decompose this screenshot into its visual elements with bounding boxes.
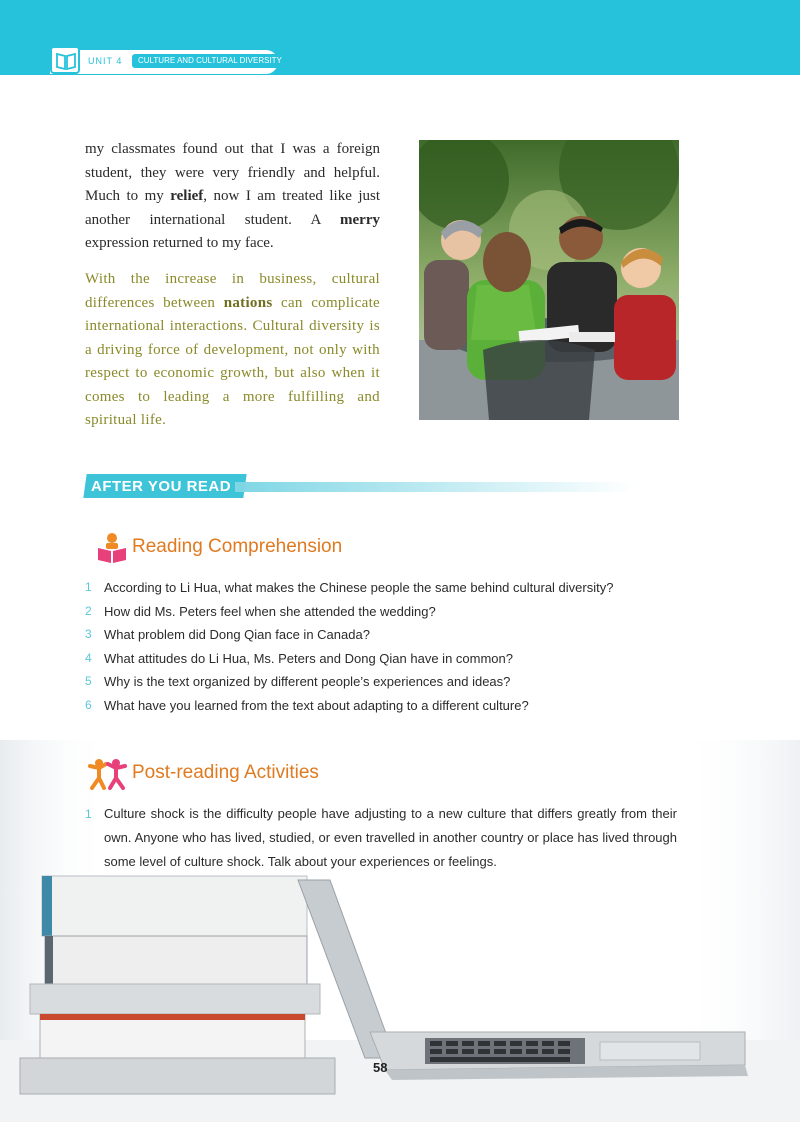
question-number: 1	[85, 580, 92, 594]
page-number: 58	[373, 1060, 388, 1075]
reading-paragraph-1: my classmates found out that I was a foreign student, they were very friendly and helpful. Much to my relief, now I am treated like just another international student. A merry expression returned to my face.	[85, 141, 380, 251]
reading-comprehension-title: Reading Comprehension	[132, 536, 343, 557]
question-number: 2	[85, 603, 92, 618]
question-item	[85, 600, 685, 624]
question-item	[85, 647, 685, 671]
books-laptop-illustration	[0, 740, 800, 1122]
question-text: What have you learned from the text about adapting to a different culture?	[104, 697, 529, 713]
unit-title: CULTURE AND CULTURAL DIVERSITY	[132, 54, 288, 68]
unit-label: UNIT 4	[88, 56, 123, 66]
book-icon	[50, 46, 80, 74]
question-text: According to Li Hua, what makes the Chinese people the same behind cultural diversity?	[104, 580, 614, 595]
people-icon	[88, 758, 120, 790]
question-number: 5	[85, 674, 92, 688]
reading-paragraph-2: With the increase in business, cultural differences between nations can complicate international interactions. Cultural diversity is a driving force of development, not only with respect to economic growth, but also when it comes to leading a more fulfilling and spiritual life.	[85, 271, 380, 428]
question-text: Why is the text organized by different people’s experiences and ideas?	[104, 674, 511, 689]
question-item	[85, 623, 685, 647]
vocab-relief: relief	[170, 188, 204, 204]
after-you-read-label: AFTER YOU READ	[91, 478, 232, 495]
question-item	[85, 576, 685, 600]
after-you-read-banner	[85, 470, 555, 502]
question-number: 6	[85, 697, 92, 712]
students-photo	[419, 140, 679, 420]
vocab-merry: merry	[340, 211, 380, 228]
question-item	[85, 670, 685, 694]
post-reading-title: Post-reading Activities	[132, 762, 319, 783]
activity-text: Culture shock is the difficulty people have adjusting to a new culture that differs greatly from their own. Anyone who has lived, studied, or even travelled in another country or place has lived through some level of culture shock. Talk about your experiences or feelings.	[104, 806, 677, 869]
question-text: What problem did Dong Qian face in Canada?	[104, 627, 370, 642]
question-number: 3	[85, 627, 92, 641]
question-item	[85, 694, 685, 718]
question-text: How did Ms. Peters feel when she attended the wedding?	[104, 603, 436, 619]
question-text: What attitudes do Li Hua, Ms. Peters and Dong Qian have in common?	[104, 650, 513, 666]
question-number: 4	[85, 650, 92, 665]
reader-icon	[96, 532, 128, 564]
banner-tail	[235, 482, 635, 492]
vocab-nations: nations	[223, 294, 273, 311]
activity-number: 1	[85, 807, 92, 821]
comprehension-question-list	[85, 576, 685, 717]
